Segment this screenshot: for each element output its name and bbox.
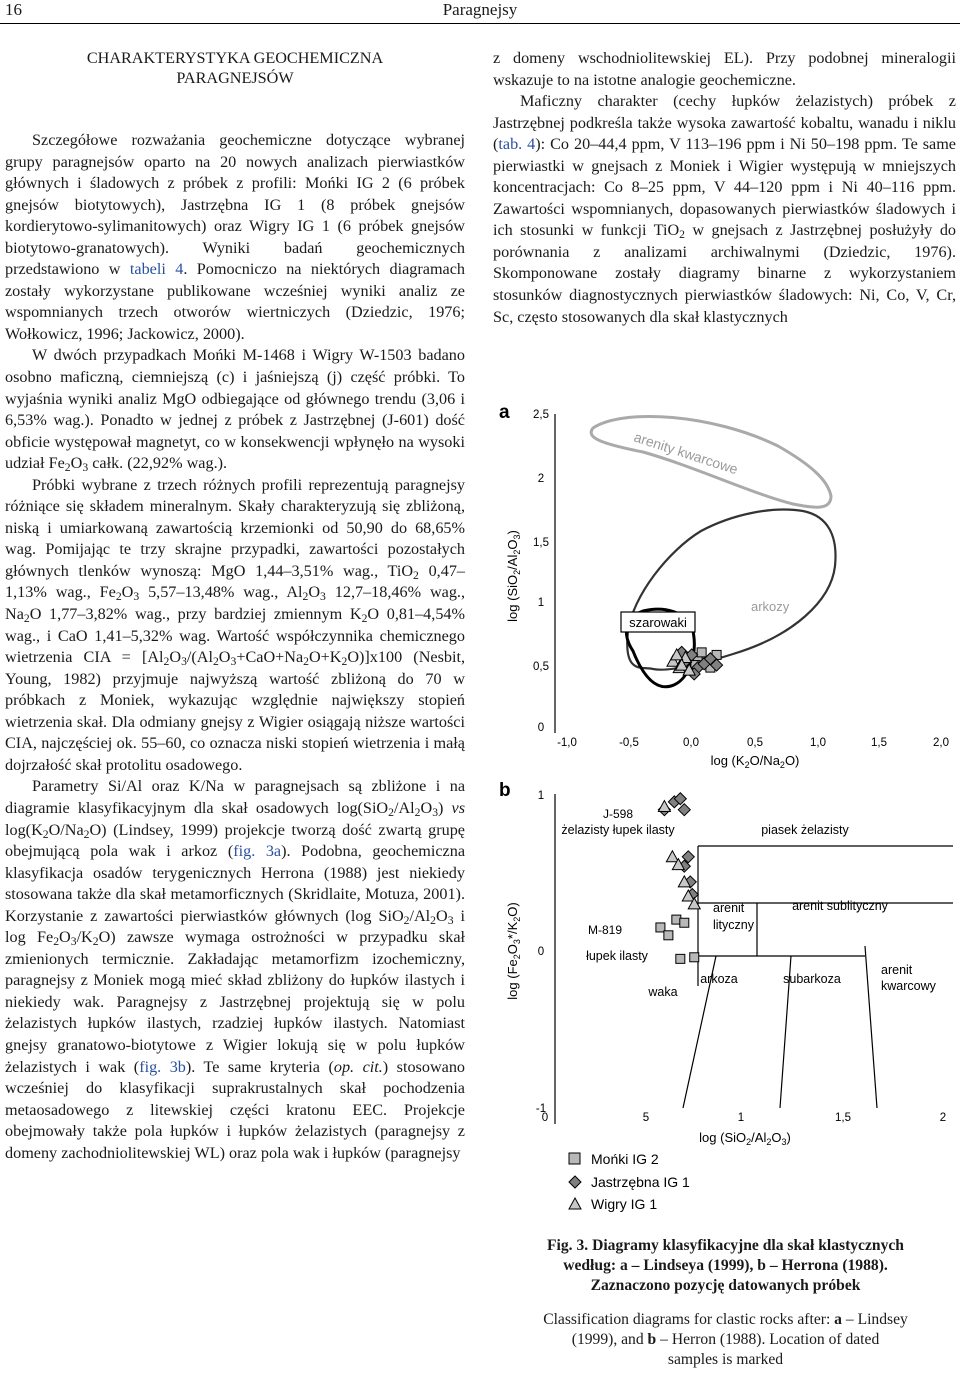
figure-caption-en: Classification diagrams for clastic rocks after: a – Lindsey (1999), and b – Herron (1988). Location of dated samples is marked	[543, 1311, 908, 1368]
panel-a	[499, 402, 949, 770]
right-column	[493, 48, 956, 328]
panel-a-xtick: 1,0	[810, 737, 826, 749]
legend-label: Mońki IG 2	[591, 1151, 659, 1167]
label-subarkoza: subarkoza	[783, 972, 841, 986]
page-number: 16	[5, 0, 22, 19]
field-label-szarowaki: szarowaki	[629, 615, 687, 630]
label-j598: J-598	[602, 807, 634, 821]
panel-b-ylabel: $\log (Fe_2O_3*/K_2O)$	[505, 902, 522, 1000]
panel-b-xtick: 2	[939, 1112, 947, 1124]
panel-a-points	[667, 646, 723, 680]
label-m819: M-819	[587, 923, 623, 937]
panel-a-xtick: 0,0	[683, 737, 699, 749]
label-arenit-lityczny-2: lityczny	[713, 918, 754, 932]
panel-a-xtick: -1,0	[557, 737, 577, 749]
panel-a-ytick: 0	[537, 722, 545, 734]
field-arkozy	[627, 510, 835, 670]
panel-b-xlabel: $\log (SiO_2/Al_2O_3)$	[699, 1130, 791, 1147]
label-arenit-lityczny-1: arenit	[713, 901, 745, 915]
table-link-r[interactable]: tab. 4	[498, 135, 536, 154]
data-point-square	[676, 954, 685, 963]
panel-a-ytick: 2	[537, 473, 545, 485]
running-title: Paragnejsy	[442, 0, 518, 19]
table-link[interactable]: tabeli 4	[129, 260, 184, 279]
panel-b-label: b	[499, 780, 511, 801]
panel-a-ytick: 0,5	[533, 661, 549, 673]
label-arkoza: arkoza	[700, 972, 738, 986]
field-label-arkozy: arkozy	[751, 599, 790, 614]
legend-label: Jastrzębna IG 1	[591, 1174, 690, 1190]
panel-a-xtick: 1,5	[871, 737, 887, 749]
legend-diamond-icon	[569, 1176, 581, 1188]
figure-3	[493, 386, 958, 1222]
figure-link-3a[interactable]: fig. 3a	[233, 842, 282, 861]
data-point-triangle	[666, 851, 678, 862]
panel-b-xtick: 0	[541, 1112, 549, 1124]
panel-b-xtick: 5	[642, 1112, 650, 1124]
legend-triangle-icon	[569, 1198, 581, 1209]
panel-b-ytick: 1	[537, 790, 545, 802]
label-waka: waka	[648, 985, 678, 999]
section-title: CHARAKTERYSTYKA GEOCHEMICZNA PARAGNEJSÓW	[86, 49, 384, 87]
panel-a-xtick: -0,5	[619, 737, 639, 749]
panel-b-xtick: 1	[737, 1112, 745, 1124]
panel-a-label: a	[499, 402, 510, 423]
field-label-arenity: arenity kwarcowe	[632, 428, 740, 478]
paragraph-r1: z domeny wschodniolitewskiej EL). Przy podobnej mineralogii wskazuje to na istotne analogie geochemiczne.	[493, 49, 956, 89]
paragraph-r2: Maficzny charakter (cechy łupków żelazistych) próbek z Jastrzębnej podkreśla także wysoka zawartość kobaltu, wanadu i niklu (tab. 4): Co 20–44,4 ppm, V 113–196 ppm i Ni 50–198 ppm. Te same pierwiastki w gnejsach z Moniek i Wigier występują w mniejszych koncentracjach: Co 8–25 ppm, V 44–120 ppm i Ni 40–116 ppm. Zawartości wspomnianych, dopasowanych pierwiastków śladowych i ich stosunki w funkcji TiO$_2$ w gnejsach z Jastrzębnej posłużyły do porównania z analizami archiwalnymi (Dziedzic, 1976). Skomponowane zostały diagramy binarne z wykorzystaniem stosunków diagnostycznych pierwiastków śladowych: Ni, Co, V, Cr, Sc, często stosowanych dla skał klastycznych	[493, 92, 957, 326]
header-rule	[0, 23, 960, 24]
data-point-square	[697, 648, 706, 657]
panel-a-xlabel: $\log (K_2O/Na_2O)$	[710, 753, 800, 770]
label-arenit-sublityczny: arenit sublityczny	[792, 899, 888, 913]
figure-link-3b[interactable]: fig. 3b	[139, 1057, 186, 1076]
data-point-square	[664, 931, 673, 940]
panel-a-ytick: 1,5	[533, 537, 549, 549]
paragraph-2: W dwóch przypadkach Mońki M-1468 i Wigry W-1503 badano osobno maficzną, ciemniejszą (c) i jaśniejszą (j) część próbki. To wyjaśnia wyniki analiz MgO odbiegające od głównego trendu (3,06 i 6,53% wag.). Ponadto w jednej z próbek z Jastrzębnej (J-601) dość obficie występował magnetyt, co w konsekwencji wpłynęło na wysoki udział $Fe_2O_3$ całk. (22,92% wag.).	[5, 346, 465, 475]
left-column	[5, 48, 465, 1164]
panel-a-ytick: 2,5	[533, 409, 549, 421]
panel-b-ytick: -1	[535, 1103, 547, 1115]
legend	[569, 1151, 690, 1212]
paragraph-4: Parametry Si/Al oraz K/Na w paragnejsach są zbliżone i na diagramie klasyfikacyjnym dla skał osadowych $\log(SiO_2/Al_2O_3)$ vs $\log(K_2O/Na_2O)$ (Lindsey, 1999) projekcje tworzą dość zwartą grupę obejmującą pola wak i arkoz (fig. 3a). Podobna, geochemiczna klasyfikacja osadów terygenicznych Herrona (1988) jest niekiedy stosowana także dla skał metamorficznych (Skridlaite, Motuza, 2001). Korzystanie z zawartości pierwiastków głównych (log $SiO_2/Al_2O_3$ i $\log Fe_2O_3/K_2O$) zawsze wymaga ostrożności w przypadku skał zmienionych termicznie. Zakładając metamorfizm izochemiczny, paragnejsy z Moniek mogą mieć skład zbliżony do łupków ilastych i niekiedy wak. Paragnejsy z Jastrzębnej projektują się w polu żelazistych łupków ilastych, rzadziej łupków ilastych. Natomiast gnejsy granatowo-biotytowe z Wigier lokują się w polu łupków żelazistych i wak (fig. 3b). Te same kryteria (op. cit.) stosowano wcześniej do klasyfikacji suprakrustalnych skał pochodzenia metaosadowego z litewskiej części kratonu EEC. Projekcje obejmowały także pola łupków i łupków żelazistych (paragnejsy z domeny zachodniolitewskiej WL) oraz pola wak i łupków (paragnejsy	[5, 777, 466, 1162]
label-zelazisty-lupek: żelazisty łupek ilasty	[561, 823, 675, 837]
panel-a-xtick: 0,5	[747, 737, 763, 749]
panel-b-ytick: 0	[537, 946, 545, 958]
data-point-square	[690, 953, 699, 962]
panel-a-xtick: 2,0	[933, 737, 949, 749]
paragraph-3: Próbki wybrane z trzech różnych profili reprezentują paragnejsy różniące się składem mineralnym. Skały charakteryzują się zbliżoną, niską i umiarkowaną zawartością krzemionki od 50,90 do 68,65% wag. Pomijając te trzy skrajne przypadki, zawartości pozostałych głównych tlenków wynoszą: MgO 1,44–3,51% wag., TiO$_2$ 0,47–1,13% wag., $Fe_2O_3$ 5,57–13,48% wag., $Al_2O_3$ 12,7–18,46% wag., $Na_2O$ 1,77–3,82% wag., przy bardziej zmiennym $K_2O$ 0,81–4,54% wag., i CaO 1,41–5,32% wag. Wartość współczynnika chemicznego wietrzenia CIA = $[Al_2O_3/(Al_2O_3+CaO+Na_2O+K_2O)]x100$ (Nesbit, Young, 1982) przyjmuje najwyższą wartość zbliżoną do 70 w próbkach z Moniek, wykazując względnie największy stopień wietrzenia skał. Dla odmiany gnejsy z Wigier osiągają niższe wartości CIA, najczęściej ok. 55–60, co oznacza niski stopień wietrzenia i małą dojrzałość skał protolitu osadowego.	[5, 475, 466, 774]
label-piasek-zelazisty: piasek żelazisty	[761, 823, 849, 837]
panel-a-ytick: 1	[537, 597, 545, 609]
page-header	[0, 0, 960, 24]
data-point-diamond	[678, 804, 690, 816]
figure-caption-pl: Fig. 3. Diagramy klasyfikacyjne dla skał klastycznych według: a – Lindseya (1999), b – Herrona (1988). Zaznaczono pozycję datowanych próbek	[547, 1237, 904, 1294]
label-lupek-ilasty: łupek ilasty	[586, 949, 648, 963]
label-arenit-kwarcowy-1: arenit	[881, 963, 913, 977]
paragraph-1: Szczegółowe rozważania geochemiczne dotyczące wybranej grupy paragnejsów oparto na 20 nowych analizach pierwiastków głównych i śladowych z próbek z profili: Mońki IG 2 (6 próbek gnejsów biotytowych), Jastrzębna IG 1 (8 próbek gnejsów kordierytowo-sylimanitowych) oraz Wigry IG 1 (6 próbek gnejsów biotytowo-granatowych). Wyniki badań geochemicznych przedstawiono w tabeli 4. Pomocniczo na niektórych diagramach zostały wykorzystane publikowane wcześniej wyniki analiz ze wspomnianych trzech otworów wiertniczych (Dziedzic, 1976; Wołkowicz, 1996; Jackowicz, 2000).	[5, 131, 465, 343]
data-point-square	[680, 918, 689, 927]
legend-label: Wigry IG 1	[591, 1196, 658, 1212]
panel-a-ylabel: $\log (SiO_2/Al_2O_3)$	[505, 530, 522, 622]
legend-square-icon	[569, 1153, 580, 1164]
label-arenit-kwarcowy-2: kwarcowy	[881, 979, 936, 993]
panel-b	[499, 780, 953, 1147]
panel-b-xtick: 1,5	[835, 1112, 851, 1124]
panel-b-points	[656, 793, 700, 964]
